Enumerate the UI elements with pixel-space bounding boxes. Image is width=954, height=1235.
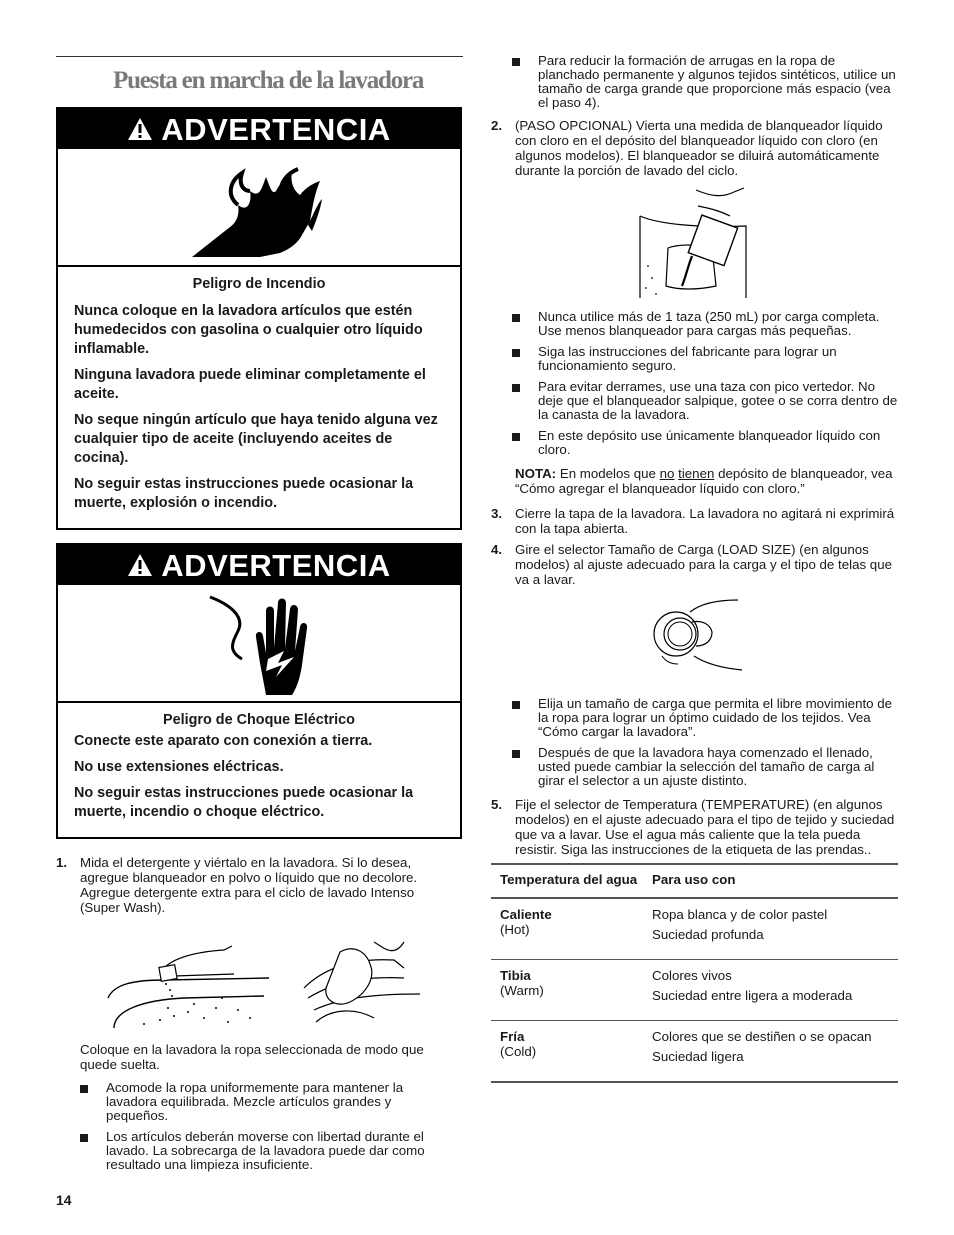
warning-paragraph: No seguir estas instrucciones puede ocasionar la muerte, incendio o choque eléctrico. xyxy=(74,785,414,820)
step-text: Fije el selector de Temperatura (TEMPERATURE) (en algunos modelos) en el ajuste adecuado para el tipo de tejido y suciedad que va a lavar. Use el agua más caliente que la tela pueda resistir. Siga las instrucciones de la etiqueta de las prendas.. xyxy=(515,797,895,857)
bleach-illustration xyxy=(638,186,748,300)
table-cell: (Cold) xyxy=(500,1044,537,1059)
step-1-after-text: Coloque en la lavadora la ropa seleccionada de modo que quede suelta. xyxy=(80,1042,424,1072)
table-cell: Colores vivos xyxy=(652,968,732,983)
fire-icon xyxy=(190,165,324,259)
fire-warning-box xyxy=(56,107,462,530)
list-item: Nunca utilice más de 1 taza (250 mL) por carga completa. Use menos blanqueador para cargas más pequeñas. xyxy=(512,310,898,338)
warning-paragraph: No use extensiones eléctricas. xyxy=(74,759,284,775)
table-cell: Tibia xyxy=(500,968,531,983)
page-number: 14 xyxy=(56,1192,72,1208)
table-cell: Fría xyxy=(500,1029,525,1044)
step-1: 1. Mida el detergente y viértalo en la lavadora. Si lo desea, agregue blanqueador en polvo o líquido que no decolore. Agregue detergente extra para el ciclo de lavado Intenso (Super Wash). xyxy=(56,855,440,915)
step-4-bullets xyxy=(512,697,898,795)
list-item: Acomode la ropa uniformemente para mantener la lavadora equilibrada. Mezcle artículos grandes y pequeños. xyxy=(80,1081,446,1123)
shock-warning-text xyxy=(58,703,460,837)
list-item: Para reducir la formación de arrugas en la ropa de planchado permanente y algunos tejidos sintéticos, utilice un tamaño de carga grande que proporcione más espacio (vea el paso 4). xyxy=(512,54,898,110)
warning-header: ADVERTENCIA xyxy=(58,109,460,151)
step-2: 2. (PASO OPCIONAL) Vierta una medida de blanqueador líquido con cloro en el depósito del blanqueador líquido con cloro (en algunos modelos). El blanqueador se diluirá automáticamente durante la porción de lavado del ciclo. xyxy=(491,118,898,178)
warning-paragraph: No seque ningún artículo que haya tenido alguna vez cualquier tipo de aceite (incluyendo aceites de cocina). xyxy=(74,412,438,466)
load-size-dial-illustration xyxy=(650,598,744,674)
table-cell: Suciedad profunda xyxy=(652,927,764,942)
step-text: Gire el selector Tamaño de Carga (LOAD SIZE) (en algunos modelos) al ajuste adecuado para la carga y el tipo de telas que va a lavar. xyxy=(515,542,892,587)
table-row xyxy=(491,960,898,1021)
table-header-cell: Para uso con xyxy=(652,872,736,887)
warning-title: Peligro de Choque Eléctrico xyxy=(163,712,355,728)
table-cell: Colores que se destiñen o se opacan xyxy=(652,1029,872,1044)
table-cell: Suciedad ligera xyxy=(652,1049,744,1064)
section-title: Puesta en marcha de la lavadora xyxy=(113,67,424,94)
warning-title: Peligro de Incendio xyxy=(192,276,326,292)
step-text: (PASO OPCIONAL) Vierta una medida de blanqueador líquido con cloro en el depósito del blanqueador líquido con cloro (en algunos modelos). El blanqueador se diluirá automáticamente durante la porción de lavado del ciclo. xyxy=(515,118,883,178)
fire-warning-text xyxy=(58,267,460,528)
list-item: En este depósito use únicamente blanqueador líquido con cloro. xyxy=(512,429,898,457)
list-item: Los artículos deberán moverse con libertad durante el lavado. La sobrecarga de la lavadora puede dar como resultado una limpieza insuficiente. xyxy=(80,1130,446,1172)
table-cell: (Warm) xyxy=(500,983,544,998)
step-5: 5. Fije el selector de Temperatura (TEMPERATURE) (en algunos modelos) en el ajuste adecuado para el tipo de tejido y suciedad que va a lavar. Use el agua más caliente que la tela pueda resistir. Siga las instrucciones de la etiqueta de las prendas.. xyxy=(491,797,898,857)
table-cell: Suciedad entre ligera a moderada xyxy=(652,988,853,1003)
warning-paragraph: Ninguna lavadora puede eliminar completamente el aceite. xyxy=(74,367,426,402)
table-cell: Ropa blanca y de color pastel xyxy=(652,907,828,922)
warning-triangle-icon xyxy=(127,117,153,141)
table-header-cell: Temperatura del agua xyxy=(500,872,638,887)
warning-paragraph: Nunca coloque en la lavadora artículos que estén humedecidos con gasolina o cualquier otro líquido inflamable. xyxy=(74,303,423,357)
step-2-bullets xyxy=(512,310,898,464)
step-text: Cierre la tapa de la lavadora. La lavadora no agitará ni exprimirá con la tapa abierta. xyxy=(515,506,895,536)
temperature-table xyxy=(491,863,898,1083)
right-top-bullet xyxy=(512,54,898,117)
step-1-bullets xyxy=(80,1081,446,1179)
step-2-note: NOTA: En modelos que no tienen depósito de blanqueador, vea “Cómo agregar el blanqueador líquido con cloro.” xyxy=(515,466,893,496)
table-cell: Caliente xyxy=(500,907,552,922)
shock-pictogram xyxy=(58,587,460,703)
list-item: Para evitar derrames, use una taza con pico vertedor. No deje que el blanqueador salpique, gotee o se corra dentro de la canasta de la lavadora. xyxy=(512,380,898,422)
warning-paragraph: No seguir estas instrucciones puede ocasionar la muerte, explosión o incendio. xyxy=(74,476,414,511)
warning-header: ADVERTENCIA xyxy=(58,545,460,587)
warning-paragraph: Conecte este aparato con conexión a tierra. xyxy=(74,733,373,749)
table-row xyxy=(491,899,898,960)
step-3: 3. Cierre la tapa de la lavadora. La lavadora no agitará ni exprimirá con la tapa abierta. xyxy=(491,506,898,536)
table-cell: (Hot) xyxy=(500,922,530,937)
detergent-illustration xyxy=(104,938,424,1032)
list-item: Elija un tamaño de carga que permita el libre movimiento de la ropa para lograr un óptimo cuidado de los tejidos. Vea “Cómo cargar la lavadora”. xyxy=(512,697,898,739)
top-rule xyxy=(56,56,463,57)
step-4: 4. Gire el selector Tamaño de Carga (LOAD SIZE) (en algunos modelos) al ajuste adecuado para la carga y el tipo de telas que va a lavar. xyxy=(491,542,898,587)
step-text: Mida el detergente y viértalo en la lavadora. Si lo desea, agregue blanqueador en polvo o líquido que no decolore. Agregue detergente extra para el ciclo de lavado Intenso (Super Wash). xyxy=(80,855,418,915)
fire-pictogram xyxy=(58,151,460,267)
electric-shock-icon xyxy=(206,593,316,697)
warning-triangle-icon xyxy=(127,553,153,577)
table-row xyxy=(491,1021,898,1081)
shock-warning-box xyxy=(56,543,462,839)
table-header-row xyxy=(491,865,898,899)
list-item: Después de que la lavadora haya comenzado el llenado, usted puede cambiar la selección del tamaño de carga al girar el selector a un ajuste distinto. xyxy=(512,746,898,788)
list-item: Siga las instrucciones del fabricante para lograr un funcionamiento seguro. xyxy=(512,345,898,373)
